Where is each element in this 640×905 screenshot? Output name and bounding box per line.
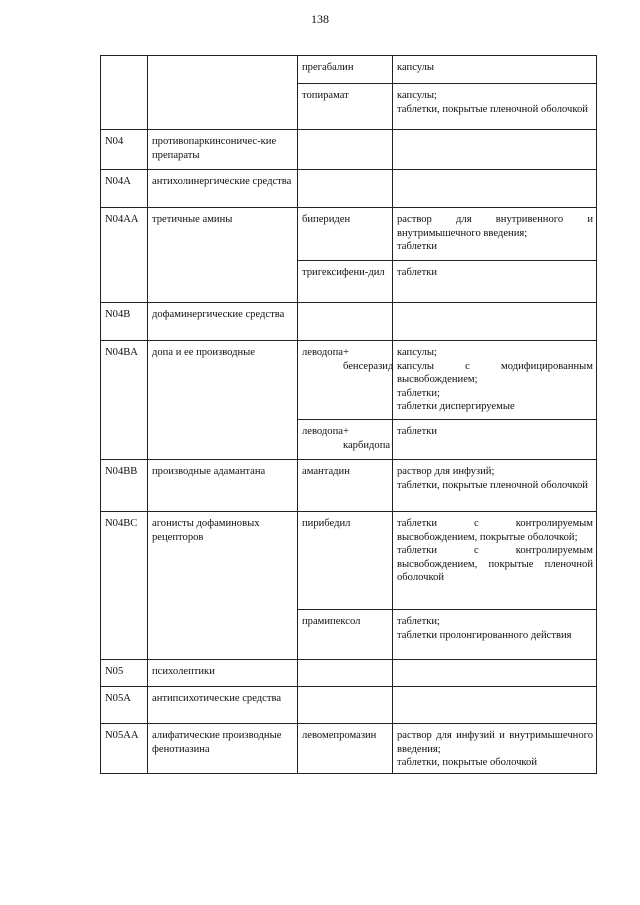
- atc-code-cell: N05: [101, 660, 148, 687]
- table-row: [101, 208, 597, 261]
- dosage-forms-cell: [393, 303, 597, 341]
- group-name-cell: алифатические производные фенотиазина: [148, 724, 298, 774]
- dosage-form-line: таблетки;: [397, 387, 440, 399]
- table-row: [101, 56, 597, 84]
- dosage-form-line: таблетки с контролируемым высвобождением, покрытые пленочной оболочкой: [397, 545, 593, 584]
- drug-name-cell: бипериден: [298, 208, 393, 261]
- table-row: [101, 170, 597, 208]
- group-name-cell: антипсихотические средства: [148, 687, 298, 724]
- drug-name-part: леводопа: [302, 347, 343, 358]
- table-row: [101, 341, 597, 420]
- dosage-form-line: раствор для внутривенного и внутримышечного введения;: [397, 214, 593, 239]
- atc-code-cell: N04AA: [101, 208, 148, 303]
- dosage-forms-cell: [393, 460, 597, 512]
- dosage-forms-cell: [393, 610, 597, 660]
- group-name-cell: допа и ее производные: [148, 341, 298, 460]
- dosage-form-line: таблетки, покрытые пленочной оболочкой: [397, 479, 588, 491]
- dosage-forms-cell: [393, 420, 597, 460]
- dosage-forms-cell: [393, 724, 597, 774]
- dosage-forms-cell: [393, 660, 597, 687]
- group-name-cell: дофаминергические средства: [148, 303, 298, 341]
- drug-combination-part: + бенсеразид: [342, 347, 394, 372]
- dosage-forms-cell: [393, 84, 597, 130]
- atc-code-cell: N05A: [101, 687, 148, 724]
- dosage-form-line: капсулы;: [397, 90, 437, 101]
- dosage-form-line: капсулы: [397, 62, 435, 73]
- drug-name-cell: [298, 303, 393, 341]
- drug-name-cell: прегабалин: [298, 56, 393, 84]
- dosage-form-line: таблетки, покрытые пленочной оболочкой: [397, 103, 588, 115]
- dosage-form-line: таблетки пролонгированного действия: [397, 629, 572, 641]
- dosage-form-line: таблетки: [397, 267, 438, 278]
- drug-name-cell: [298, 130, 393, 170]
- drug-name-cell: левомепромазин: [298, 724, 393, 774]
- table-row: [101, 130, 597, 170]
- table-row: [101, 660, 597, 687]
- atc-code-cell: N04BA: [101, 341, 148, 460]
- table-row: [101, 303, 597, 341]
- dosage-form-line: раствор для инфузий и внутримышечного введения;: [397, 730, 593, 755]
- dosage-form-line: таблетки, покрытые оболочкой: [397, 757, 537, 769]
- table-row: [101, 724, 597, 774]
- dosage-form-line: таблетки;: [397, 616, 440, 627]
- dosage-forms-cell: [393, 687, 597, 724]
- dosage-form-line: таблетки: [397, 426, 438, 437]
- table-row: [101, 512, 597, 610]
- drug-name-cell: [298, 341, 393, 420]
- group-name-cell: третичные амины: [148, 208, 298, 303]
- dosage-forms-cell: [393, 56, 597, 84]
- atc-code-cell: N04BB: [101, 460, 148, 512]
- atc-code-cell: [101, 56, 148, 130]
- drug-name-cell: амантадин: [298, 460, 393, 512]
- drug-name-cell: прамипексол: [298, 610, 393, 660]
- dosage-form-line: таблетки диспергируемые: [397, 401, 515, 413]
- group-name-cell: противопаркинсоничес-кие препараты: [148, 130, 298, 170]
- atc-code-cell: N04A: [101, 170, 148, 208]
- dosage-form-line: таблетки: [397, 241, 438, 253]
- dosage-forms-cell: [393, 130, 597, 170]
- drug-name-cell: [298, 660, 393, 687]
- dosage-form-line: капсулы;: [397, 347, 437, 358]
- drug-name-part: леводопа: [302, 426, 343, 437]
- drug-name-cell: [298, 420, 393, 460]
- group-name-cell: психолептики: [148, 660, 298, 687]
- atc-code-cell: N04BC: [101, 512, 148, 660]
- group-name-cell: антихолинергические средства: [148, 170, 298, 208]
- drug-name-cell: пирибедил: [298, 512, 393, 610]
- atc-code-cell: N04B: [101, 303, 148, 341]
- drug-combination-part: + карбидопа: [342, 426, 391, 451]
- drug-name-cell: топирамат: [298, 84, 393, 130]
- dosage-forms-cell: [393, 208, 597, 261]
- group-name-cell: агонисты дофаминовых рецепторов: [148, 512, 298, 660]
- drug-name-cell: тригексифени-дил: [298, 261, 393, 303]
- group-name-cell: производные адамантана: [148, 460, 298, 512]
- atc-code-cell: N04: [101, 130, 148, 170]
- table-row: [101, 687, 597, 724]
- dosage-form-line: раствор для инфузий;: [397, 466, 495, 477]
- drug-name-cell: [298, 687, 393, 724]
- dosage-forms-cell: [393, 512, 597, 610]
- group-name-cell: [148, 56, 298, 130]
- drug-table: [100, 55, 597, 774]
- page-number: 138: [311, 12, 329, 26]
- dosage-forms-cell: [393, 341, 597, 420]
- dosage-forms-cell: [393, 261, 597, 303]
- dosage-form-line: таблетки с контролируемым высвобождением, покрытые оболочкой;: [397, 518, 593, 543]
- dosage-forms-cell: [393, 170, 597, 208]
- dosage-form-line: капсулы с модифицированным высвобождением;: [397, 360, 593, 386]
- table-row: [101, 460, 597, 512]
- drug-name-cell: [298, 170, 393, 208]
- atc-code-cell: N05AA: [101, 724, 148, 774]
